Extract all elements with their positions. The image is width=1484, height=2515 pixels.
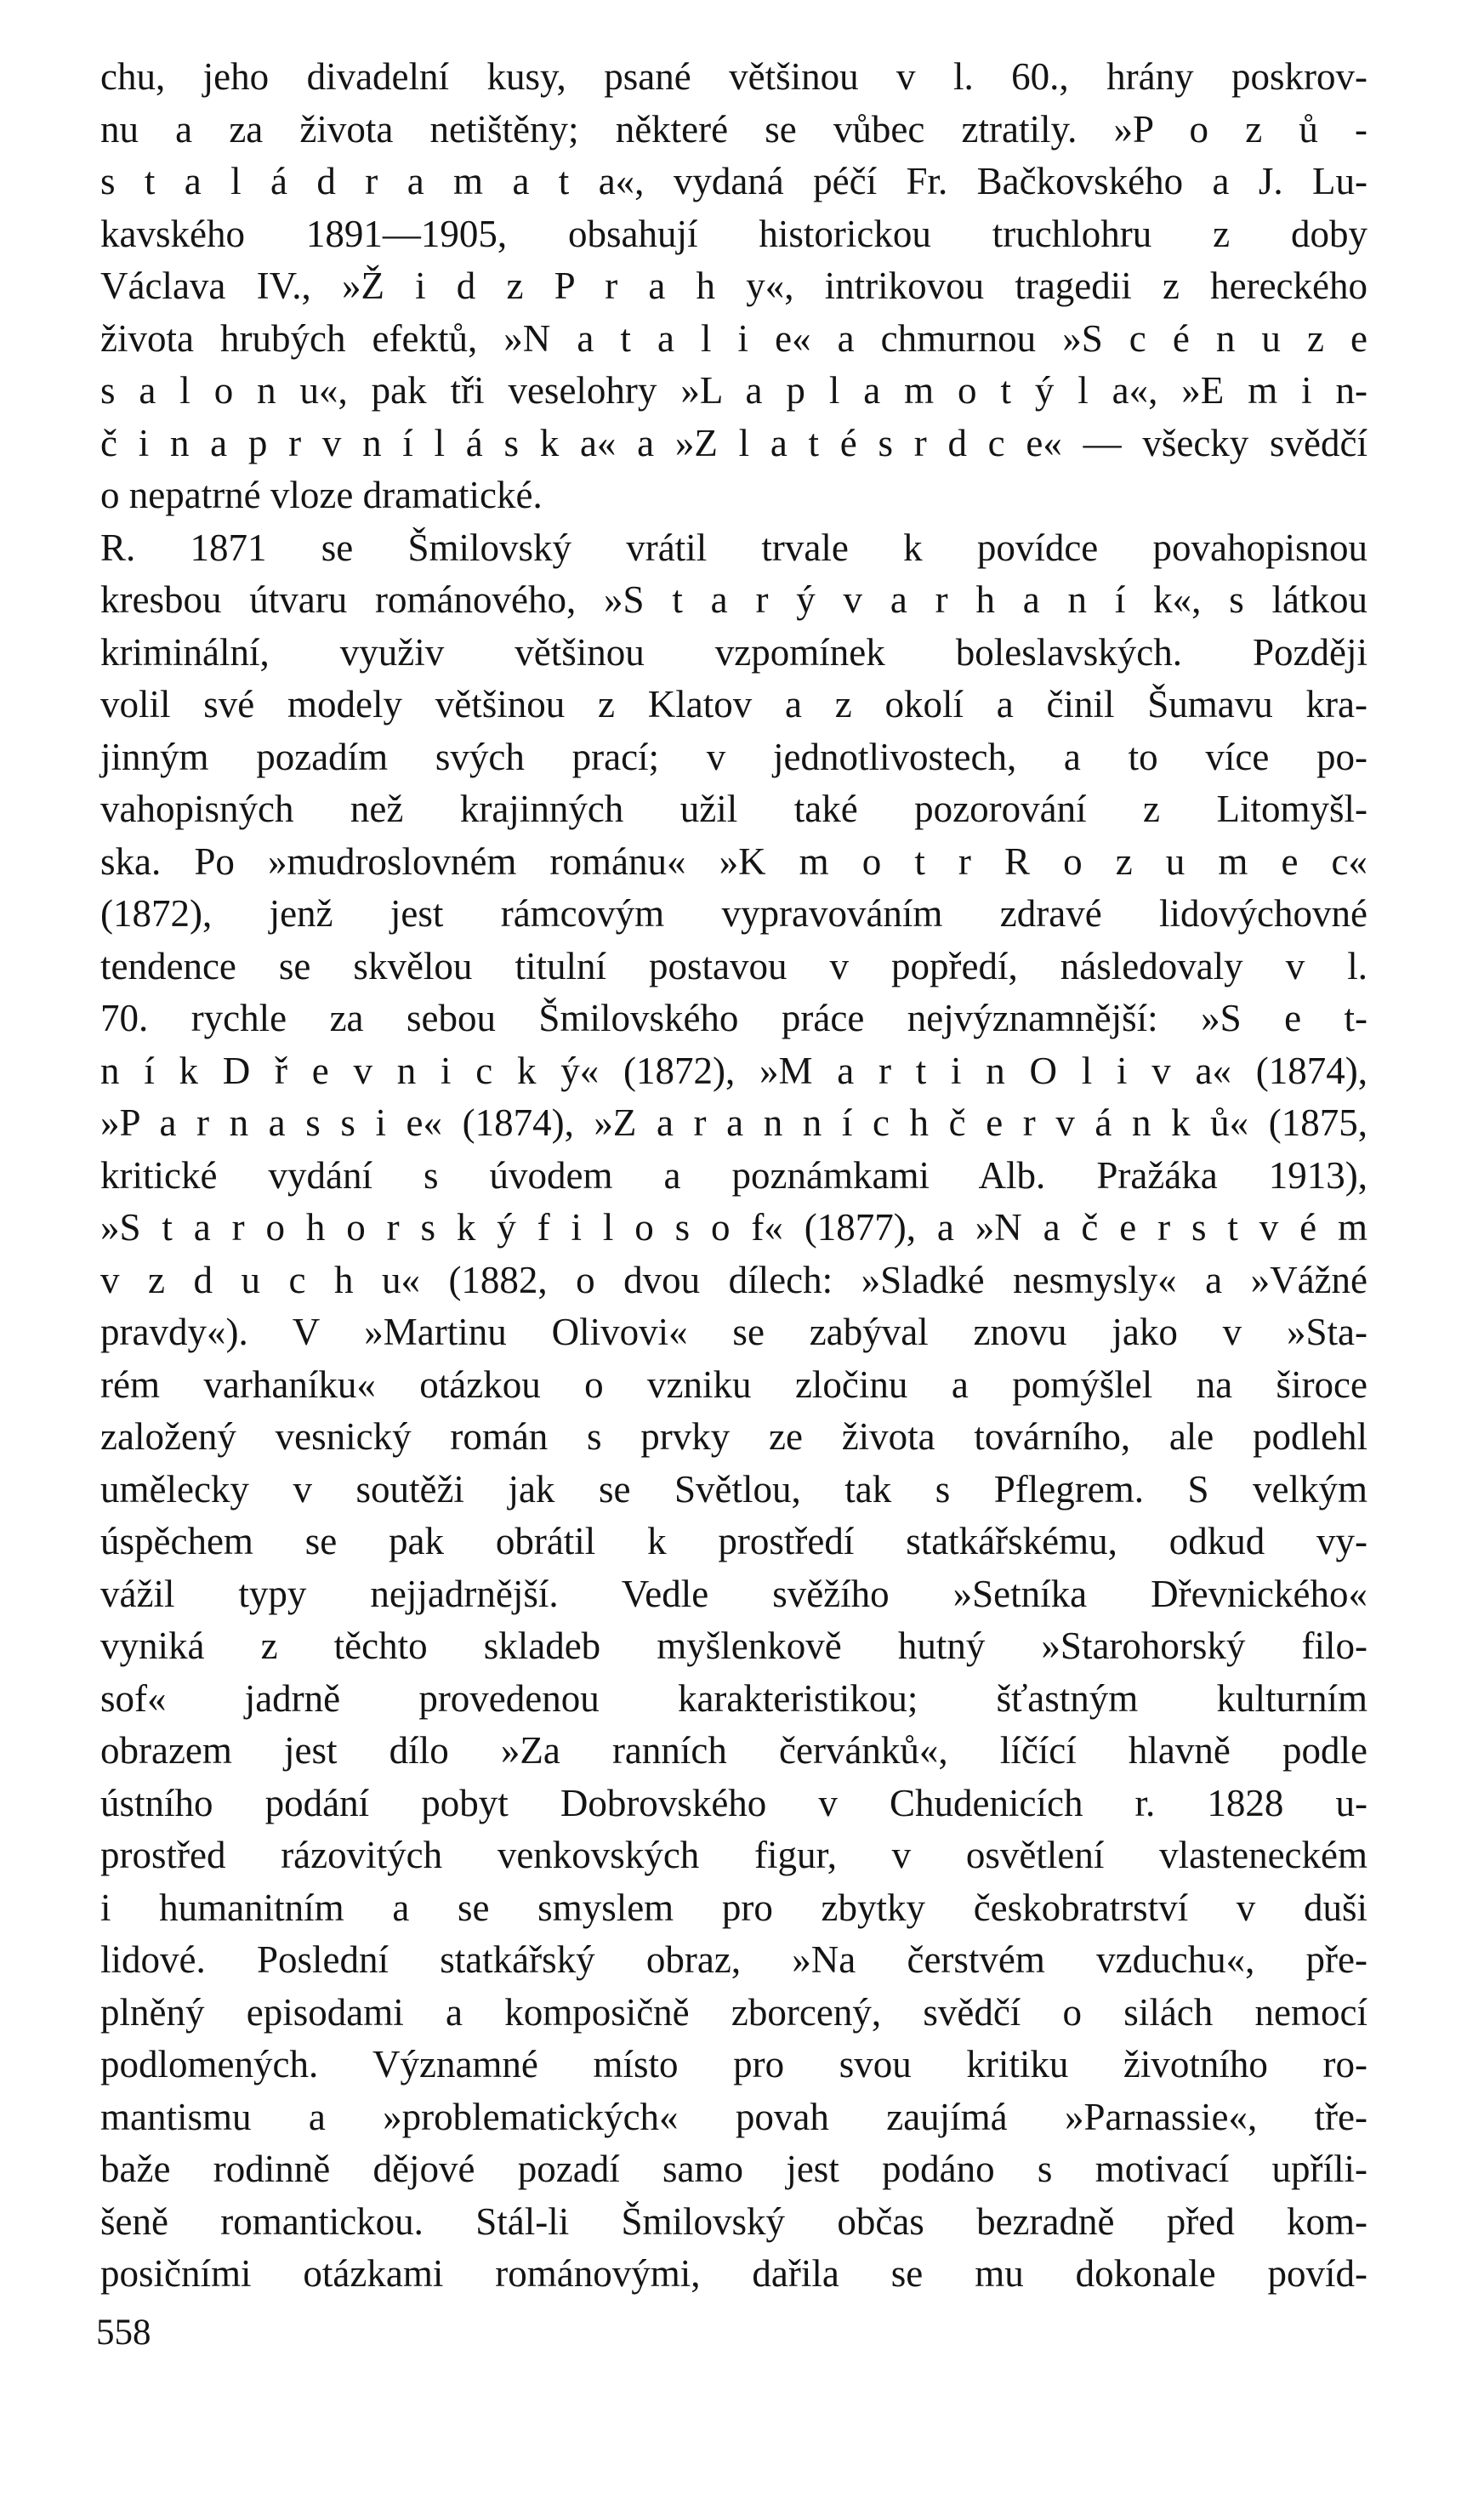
text-line: úspěchem se pak obrátil k prostředí statkářskému, odkud vy- [100, 1520, 1367, 1562]
text-line: nu a za života netištěny; některé se vůbec ztratily. »P o z ů - [100, 107, 1367, 151]
text-line: rém varhaníku« otázkou o vzniku zločinu a pomýšlel na široce [100, 1363, 1367, 1406]
text-line: plněný episodami a komposičně zborcený, svědčí o silách nemocí [100, 1990, 1367, 2034]
text-line: kritické vydání s úvodem a poznámkami Alb. Pražáka 1913), [100, 1153, 1367, 1197]
text-line: s a l o n u«, pak tři veselohry »L a p l a m o t ý l a«, »E m i n- [100, 369, 1367, 412]
text-line: o nepatrné vloze dramatické. [100, 474, 543, 516]
text-line: kavského 1891—1905, obsahují historickou truchlohru z doby [100, 212, 1367, 255]
page-number: 558 [96, 2313, 151, 2353]
text-line: 70. rychle za sebou Šmilovského práce nejvýznamnější: »S e t- [100, 997, 1367, 1039]
text-line: v z d u c h u« (1882, o dvou dílech: »Sladké nesmysly« a »Vážné [100, 1258, 1367, 1301]
text-line: (1872), jenž jest rámcovým vypravováním zdravé lidovýchovné [100, 892, 1367, 935]
text-line: kresbou útvaru románového, »S t a r ý v a r h a n í k«, s látkou [100, 578, 1367, 621]
text-line: s t a l á d r a m a t a«, vydaná péčí Fr. Bačkovského a J. Lu- [100, 160, 1367, 202]
text-line: Václava IV., »Ž i d z P r a h y«, intrikovou tragedii z hereckého [100, 265, 1367, 307]
text-line: chu, jeho divadelní kusy, psané většinou v l. 60., hrány poskrov- [100, 55, 1367, 98]
text-line: podlomených. Významné místo pro svou kritiku životního ro- [100, 2043, 1367, 2085]
text-line: kriminální, využiv většinou vzpomínek boleslavských. Později [100, 630, 1367, 674]
text-line: n í k D ř e v n i c k ý« (1872), »M a r t i n O l i v a« (1874), [100, 1049, 1367, 1092]
text-line: lidové. Poslední statkářský obraz, »Na čerstvém vzduchu«, pře- [100, 1938, 1367, 1981]
text-line: vážil typy nejjadrnější. Vedle svěžího »Setníka Dřevnického« [100, 1572, 1367, 1615]
text-line: obrazem jest dílo »Za ranních červánků«, líčící hlavně podle [100, 1729, 1367, 1772]
text-line: mantismu a »problematických« povah zaujímá »Parnassie«, tře- [100, 2095, 1367, 2138]
text-line: umělecky v soutěži jak se Světlou, tak s Pflegrem. S velkým [100, 1467, 1367, 1511]
text-line: vahopisných než krajinných užil také pozorování z Litomyšl- [100, 788, 1367, 830]
text-line: ska. Po »mudroslovném románu« »K m o t r R o z u m e c« [100, 839, 1367, 883]
text-line: volil své modely většinou z Klatov a z okolí a činil Šumavu kra- [100, 683, 1367, 725]
body-text [100, 51, 1367, 2301]
text-line: založený vesnický román s prvky ze života továrního, ale podlehl [100, 1415, 1367, 1458]
text-line: č i n a p r v n í l á s k a« a »Z l a t é s r d c e« — všecky svědčí [100, 421, 1367, 464]
text-line: jinným pozadím svých prací; v jednotlivostech, a to více po- [100, 735, 1367, 778]
text-line: »S t a r o h o r s k ý f i l o s o f« (1877), a »N a č e r s t v é m [100, 1206, 1367, 1249]
text-line: života hrubých efektů, »N a t a l i e« a chmurnou »S c é n u z e [100, 316, 1367, 360]
text-line: i humanitním a se smyslem pro zbytky českobratrství v duši [100, 1886, 1367, 1929]
text-line: ústního podání pobyt Dobrovského v Chudenicích r. 1828 u- [100, 1781, 1367, 1824]
text-line: R. 1871 se Šmilovský vrátil trvale k povídce povahopisnou [100, 526, 1367, 569]
text-line: šeně romantickou. Stál-li Šmilovský občas bezradně před kom- [100, 2199, 1367, 2243]
text-line: pravdy«). V »Martinu Olivovi« se zabýval znovu jako v »Sta- [100, 1311, 1367, 1353]
text-line: vyniká z těchto skladeb myšlenkově hutný »Starohorský filo- [100, 1625, 1367, 1667]
text-line: tendence se skvělou titulní postavou v popředí, následovaly v l. [100, 944, 1367, 987]
text-line: posičními otázkami románovými, dařila se mu dokonale povíd- [100, 2252, 1367, 2295]
text-line: prostřed rázovitých venkovských figur, v osvětlení vlasteneckém [100, 1834, 1367, 1876]
text-line: baže rodinně dějové pozadí samo jest podáno s motivací upříli- [100, 2148, 1367, 2190]
text-line: sof« jadrně provedenou karakteristikou; šťastným kulturním [100, 1676, 1367, 1720]
text-line: »P a r n a s s i e« (1874), »Z a r a n n í c h č e r v á n k ů« (1875, [100, 1101, 1367, 1144]
